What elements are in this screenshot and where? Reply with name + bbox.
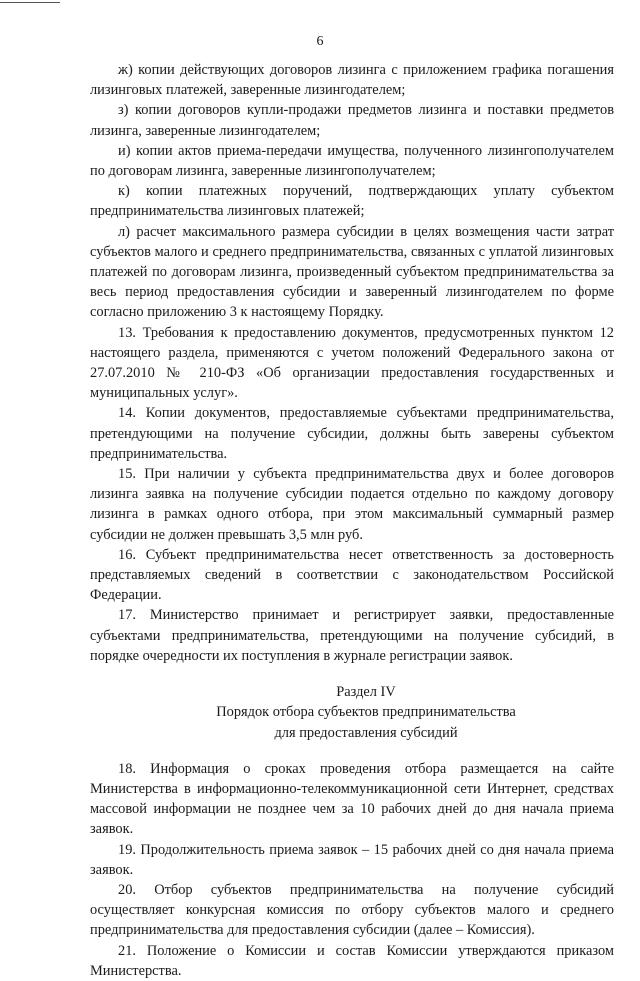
- section-title-line-2: для предоставления субсидий: [274, 724, 458, 741]
- list-item-z: з) копии договоров купли-продажи предметов лизинга и поставки предметов лизинга, заверенные лизингодателем;: [90, 102, 614, 139]
- list-item-i: и) копии актов приема-передачи имущества, полученного лизингополучателем по договорам лизинга, заверенные лизингополучателем;: [90, 142, 614, 180]
- clause-20: 20. Отбор субъектов предпринимательства на получение субсидий осуществляет конкурсная комиссия по отбору субъектов малого и среднего предпринимательства для предоставления субсидии (далее – Комиссия).: [90, 881, 614, 939]
- list-item-zh: ж) копии действующих договоров лизинга с приложением графика погашения лизинговых платежей, заверенные лизингодателем;: [90, 62, 614, 99]
- clause-14: 14. Копии документов, предоставляемые субъектами предпринимательства, претендующими на получение субсидии, должны быть заверены субъектом предпринимательства.: [90, 405, 614, 462]
- clause-18: 18. Информация о сроках проведения отбора размещается на сайте Министерства в информационно-телекоммуникационной сети Интернет, средствах массовой информации не позднее чем за 10 рабочих дней до дня начала приема заявок.: [90, 760, 614, 838]
- section-title-line-1: Порядок отбора субъектов предпринимательства: [216, 704, 516, 721]
- clause-15: 15. При наличии у субъекта предпринимательства двух и более договоров лизинга заявка на получение субсидии подается отдельно по каждому договору лизинга в рамках одного отбора, при этом максимальный суммарный размер субсидии не должен превышать 3,5 млн руб.: [90, 466, 614, 543]
- clause-17: 17. Министерство принимает и регистрирует заявки, предоставленные субъектами предпринимательства, претендующими на получение субсидий, в порядке очередности их поступления в журнале регистрации заявок.: [90, 607, 614, 664]
- scan-edge-mark: [0, 2, 60, 3]
- document-body: [90, 60, 614, 981]
- clause-21: 21. Положение о Комиссии и состав Комиссии утверждаются приказом Министерства.: [90, 942, 614, 979]
- section-label: Раздел IV: [336, 684, 396, 701]
- list-item-k: к) копии платежных поручений, подтверждающих уплату субъектом предпринимательства лизинговых платежей;: [90, 183, 614, 220]
- clause-16: 16. Субъект предпринимательства несет ответственность за достоверность представляемых сведений в соответствии с законодательством Российской Федерации.: [90, 546, 614, 604]
- list-item-l: л) расчет максимального размера субсидии в целях возмещения части затрат субъектов малого и среднего предпринимательства, связанных с уплатой лизинговых платежей по договорам лизинга, произведенный субъектом предпринимательства за весь период предоставления субсидии и заверенный лизингодателем по форме согласно приложению 3 к настоящему Порядку.: [90, 223, 614, 321]
- clause-13: 13. Требования к предоставлению документов, предусмотренных пунктом 12 настоящего раздела, применяются с учетом положений Федерального закона от 27.07.2010 № 210-ФЗ «Об организации предоставления государственных и муниципальных услуг».: [90, 324, 614, 402]
- page-number: 6: [316, 34, 324, 49]
- section-heading: [90, 682, 614, 743]
- clause-19: 19. Продолжительность приема заявок – 15 рабочих дней со дня начала приема заявок.: [90, 841, 614, 878]
